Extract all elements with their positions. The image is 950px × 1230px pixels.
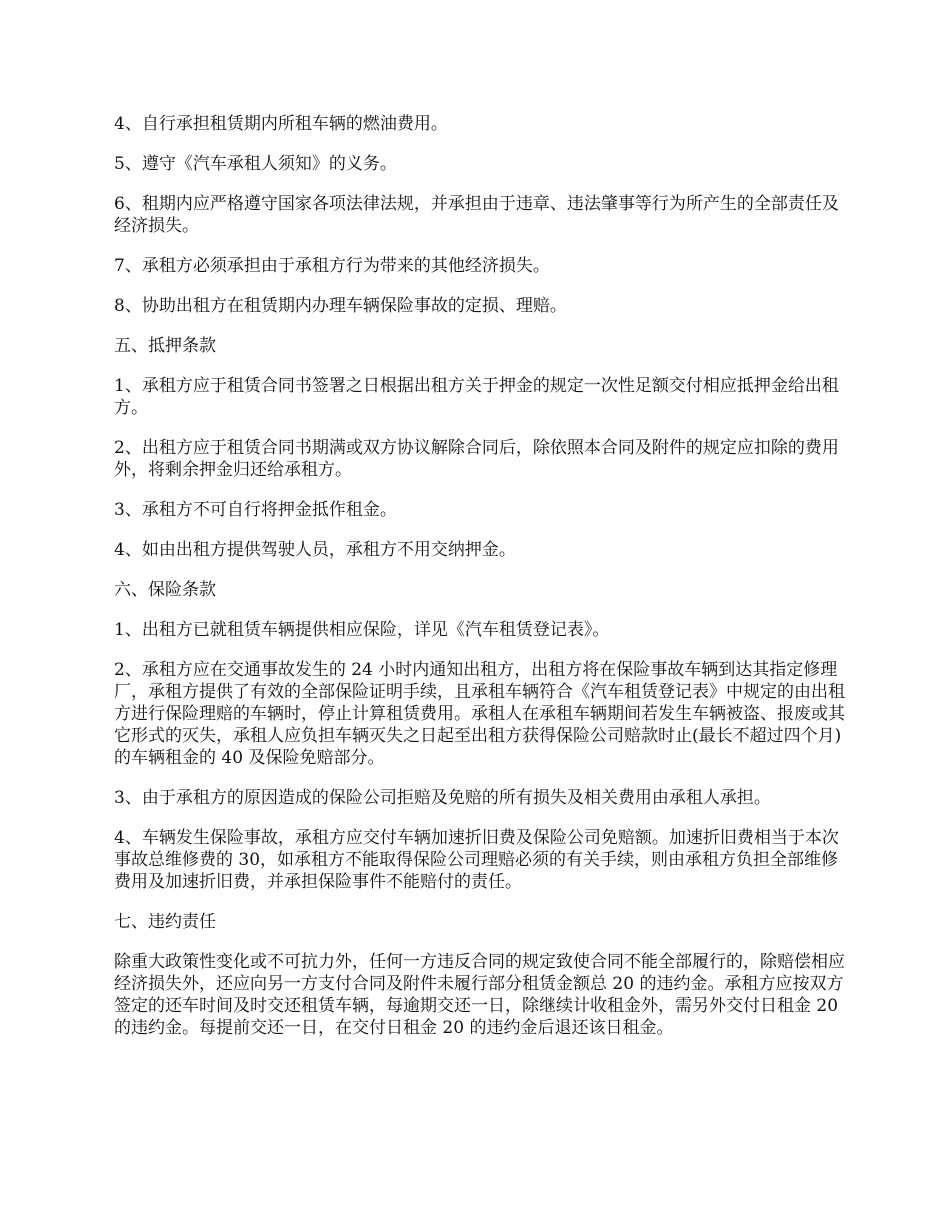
insurance-clause-4: 4、车辆发生保险事故，承租方应交付车辆加速折旧费及保险公司免赔额。加速折旧费相当于本次事故总维修费的 30，如承租方不能取得保险公司理赔必须的有关手续，则由承租方负担全部维修费用及加速折旧费，并承担保险事件不能赔付的责任。 [114, 828, 839, 892]
clause-4-fuel: 4、自行承担租赁期内所租车辆的燃油费用。 [114, 114, 448, 134]
section-heading-breach: 七、违约责任 [114, 912, 216, 932]
section-heading-deposit: 五、抵押条款 [114, 336, 216, 356]
deposit-clause-3: 3、承租方不可自行将押金抵作租金。 [114, 500, 397, 520]
insurance-clause-1: 1、出租方已就租赁车辆提供相应保险，详见《汽车租赁登记表》。 [114, 620, 610, 640]
section-heading-insurance: 六、保险条款 [114, 580, 216, 600]
insurance-clause-2: 2、承租方应在交通事故发生的 24 小时内通知出租方，出租方将在保险事故车辆到达其指定修理厂，承租方提供了有效的全部保险证明手续，且承租车辆符合《汽车租赁登记表》中规定的由出租方进行保险理赔的车辆时，停止计算租赁费用。承租人在承租车辆期间若发生车辆被盗、报废或其它形式的灭失，承租人应负担车辆灭失之日起至出租方获得保险公司赔款时止(最长不超过四个月)的车辆租金的 40 及保险免赔部分。 [114, 660, 845, 768]
clause-7-losses: 7、承租方必须承担由于承租方行为带来的其他经济损失。 [114, 256, 550, 276]
clause-8-claims: 8、协助出租方在租赁期内办理车辆保险事故的定损、理赔。 [114, 296, 567, 316]
deposit-clause-1: 1、承租方应于租赁合同书签署之日根据出租方关于押金的规定一次性足额交付相应抵押金给出租方。 [114, 376, 839, 418]
clause-5-notice: 5、遵守《汽车承租人须知》的义务。 [114, 154, 397, 174]
document-page [114, 113, 854, 1057]
deposit-clause-2: 2、出租方应于租赁合同书期满或双方协议解除合同后，除依照本合同及附件的规定应扣除的费用外，将剩余押金归还给承租方。 [114, 438, 839, 480]
clause-6-laws: 6、租期内应严格遵守国家各项法律法规，并承担由于违章、违法肇事等行为所产生的全部责任及经济损失。 [114, 194, 839, 236]
deposit-clause-4: 4、如由出租方提供驾驶人员，承租方不用交纳押金。 [114, 540, 516, 560]
breach-clause: 除重大政策性变化或不可抗力外，任何一方违反合同的规定致使合同不能全部履行的，除赔偿相应经济损失外，还应向另一方支付合同及附件未履行部分租赁金额总 20 的违约金。承租方应按双方签定的还车时间及时交还租赁车辆，每逾期交还一日，除继续计收租金外，需另外交付日租金 20 的违约金。每提前交还一日，在交付日租金 20 的违约金后退还该日租金。 [114, 952, 845, 1038]
insurance-clause-3: 3、由于承租方的原因造成的保险公司拒赔及免赔的所有损失及相关费用由承租人承担。 [114, 788, 771, 808]
